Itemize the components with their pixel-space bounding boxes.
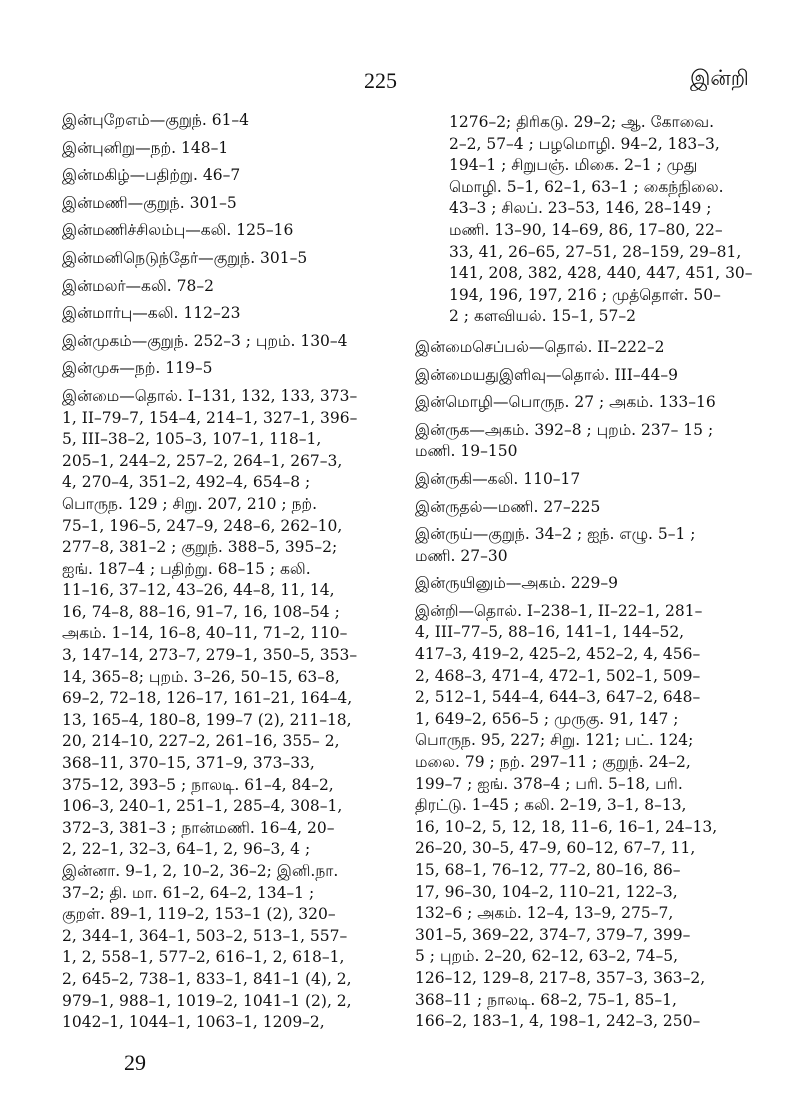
entry-line: 2, 512–1, 544–4, 644–3, 647–2, 648– bbox=[415, 688, 701, 707]
entry-line: 1, 649–2, 656–5 ; முருகு. 91, 147 ; bbox=[415, 709, 679, 728]
entry-line: இன்மொழி—பொருந. 27 ; அகம். 133–16 bbox=[415, 393, 716, 412]
index-entry bbox=[415, 524, 733, 567]
entry-line: இன்மகிழ்—பதிற்று. 46–7 bbox=[62, 166, 241, 185]
index-entry bbox=[62, 220, 378, 242]
entry-line: 368–11 ; நாலடி. 68–2, 75–1, 85–1, bbox=[415, 990, 677, 1009]
index-entry bbox=[62, 358, 378, 380]
entry-line: 126–12, 129–8, 217–8, 357–3, 363–2, bbox=[415, 968, 706, 987]
index-entry bbox=[62, 303, 378, 325]
index-entry bbox=[62, 193, 378, 215]
entry-line: இன்மணி—குறுந். 301–5 bbox=[62, 193, 237, 212]
index-entry bbox=[415, 365, 733, 387]
entry-line: 372–3, 381–3 ; நான்மணி. 16–4, 20– bbox=[62, 818, 335, 837]
entry-line: 11–16, 37–12, 43–26, 44–8, 11, 14, bbox=[62, 581, 335, 600]
entry-line: இன்மைசெப்பல்—தொல். II–222–2 bbox=[415, 337, 665, 356]
left-column bbox=[62, 110, 378, 1040]
signature-mark: 29 bbox=[124, 1050, 146, 1075]
index-entry bbox=[62, 248, 378, 270]
index-entry bbox=[62, 276, 378, 298]
entry-line: இன்னா. 9–1, 2, 10–2, 36–2; இனி.நா. bbox=[62, 862, 339, 880]
entry-line: 141, 208, 382, 428, 440, 447, 451, 30– bbox=[449, 264, 753, 283]
entry-line: இன்முகம்—குறுந். 252–3 ; புறம். 130–4 bbox=[62, 331, 348, 350]
entry-line: இன்முசு—நற். 119–5 bbox=[62, 359, 213, 378]
entry-line: 17, 96–30, 104–2, 110–21, 122–3, bbox=[415, 882, 678, 901]
entry-line: 15, 68–1, 76–12, 77–2, 80–16, 86– bbox=[415, 861, 681, 879]
entry-line: 205–1, 244–2, 257–2, 264–1, 267–3, bbox=[62, 451, 343, 470]
entry-line: 199–7 ; ஐங். 378–4 ; பரி. 5–18, பரி. bbox=[415, 774, 683, 793]
entry-line: 2 ; களவியல். 15–1, 57–2 bbox=[449, 307, 637, 326]
entry-line: 4, III–77–5, 88–16, 141–1, 144–52, bbox=[415, 623, 685, 642]
entry-line: திரட்டு. 1–45 ; கலி. 2–19, 3–1, 8–13, bbox=[415, 796, 687, 815]
entry-line: மொழி. 5–1, 62–1, 63–1 ; கைந்நிலை. bbox=[449, 177, 724, 196]
entry-line: 26–20, 30–5, 47–9, 60–12, 67–7, 11, bbox=[415, 839, 696, 858]
entry-line: 4, 270–4, 351–2, 492–4, 654–8 ; bbox=[62, 473, 311, 492]
entry-line: 194, 196, 197, 216 ; முத்தொள். 50– bbox=[449, 285, 721, 304]
entry-line: 20, 214–10, 227–2, 261–16, 355– 2, bbox=[62, 732, 340, 751]
entry-line: மலை. 79 ; நற். 297–11 ; குறுந். 24–2, bbox=[415, 753, 691, 772]
entry-line: 37–2; தி. மா. 61–2, 64–2, 134–1 ; bbox=[62, 883, 315, 902]
entry-line: மணி. 19–150 bbox=[415, 442, 518, 461]
entry-line: 2, 344–1, 364–1, 503–2, 513–1, 557– bbox=[62, 926, 348, 945]
right-column-entries bbox=[415, 337, 733, 1033]
entry-line: இன்மை—தொல். I–131, 132, 133, 373– bbox=[62, 386, 358, 405]
entry-line: 3, 147–14, 273–7, 279–1, 350–5, 353– bbox=[62, 646, 358, 665]
entry-line: 14, 365–8; புறம். 3–26, 50–15, 63–8, bbox=[62, 667, 340, 686]
entry-line: 16, 74–8, 88–16, 91–7, 16, 108–54 ; bbox=[62, 602, 340, 621]
entry-line: 132–6 ; அகம். 12–4, 13–9, 275–7, bbox=[415, 904, 674, 923]
entry-line: 194–1 ; சிறுபஞ். மிகை. 2–1 ; முது bbox=[449, 156, 698, 175]
index-entry bbox=[62, 331, 378, 353]
entry-line: 2, 468–3, 471–4, 472–1, 502–1, 509– bbox=[415, 666, 701, 685]
entry-line: பொருந. 129 ; சிறு. 207, 210 ; நற். bbox=[62, 494, 317, 513]
index-entry bbox=[62, 165, 378, 187]
entry-line: 1, 2, 558–1, 577–2, 616–1, 2, 618–1, bbox=[62, 948, 345, 967]
entry-line: 75–1, 196–5, 247–9, 248–6, 262–10, bbox=[62, 516, 343, 535]
running-head: இன்றி bbox=[690, 66, 749, 90]
entry-line: பொருந. 95, 227; சிறு. 121; பட். 124; bbox=[415, 731, 694, 750]
entry-line: இன்மலர்—கலி. 78–2 bbox=[62, 276, 214, 295]
index-entry bbox=[415, 392, 733, 414]
entry-line: 106–3, 240–1, 251–1, 285–4, 308–1, bbox=[62, 797, 343, 816]
index-entry bbox=[415, 420, 733, 463]
entry-line: 69–2, 72–18, 126–17, 161–21, 164–4, bbox=[62, 689, 353, 708]
entry-line: இன்மனிநெடுந்தேர்—குறுந். 301–5 bbox=[62, 248, 308, 267]
index-entry bbox=[62, 138, 378, 160]
entry-line: இன்ருய்—குறுந். 34–2 ; ஐந். எழு. 5–1 ; bbox=[415, 525, 696, 544]
entry-line: 16, 10–2, 5, 12, 18, 11–6, 16–1, 24–13, bbox=[415, 817, 718, 836]
entry-line: 13, 165–4, 180–8, 199–7 (2), 211–18, bbox=[62, 710, 352, 729]
entry-line: இன்மார்பு—கலி. 112–23 bbox=[62, 304, 241, 323]
entry-line: இன்புறேஎம்—குறுந். 61–4 bbox=[62, 111, 250, 129]
index-entry bbox=[62, 386, 378, 1034]
entry-line: 979–1, 988–1, 1019–2, 1041–1 (2), 2, bbox=[62, 991, 352, 1010]
index-entry bbox=[415, 573, 733, 595]
entry-line: 301–5, 369–22, 374–7, 379–7, 399– bbox=[415, 925, 691, 944]
entry-line: 417–3, 419–2, 425–2, 452–2, 4, 456– bbox=[415, 645, 701, 664]
entry-line: 166–2, 183–1, 4, 198–1, 242–3, 250– bbox=[415, 1012, 701, 1031]
entry-line: 277–8, 381–2 ; குறுந். 388–5, 395–2; bbox=[62, 538, 338, 557]
entry-line: 43–3 ; சிலப். 23–53, 146, 28–149 ; bbox=[449, 199, 712, 218]
entry-line: ஐங். 187–4 ; பதிற்று. 68–15 ; கலி. bbox=[62, 559, 311, 578]
entry-line: 2–2, 57–4 ; பழமொழி. 94–2, 183–3, bbox=[449, 134, 720, 153]
entry-line: 5 ; புறம். 2–20, 62–12, 63–2, 74–5, bbox=[415, 947, 679, 966]
entry-line: மணி. 13–90, 14–69, 86, 17–80, 22– bbox=[449, 220, 723, 239]
continued-entry bbox=[415, 112, 753, 328]
index-entry bbox=[415, 337, 733, 359]
entry-line: இன்ருகி—கலி. 110–17 bbox=[415, 469, 581, 488]
entry-line: இன்மையதுஇளிவு—தொல். III–44–9 bbox=[415, 365, 678, 384]
entry-line: இன்ருக—அகம். 392–8 ; புறம். 237– 15 ; bbox=[415, 420, 714, 439]
right-column bbox=[415, 112, 753, 1039]
entry-line: 1042–1, 1044–1, 1063–1, 1209–2, bbox=[62, 1013, 325, 1032]
index-entry bbox=[415, 469, 733, 491]
index-entry bbox=[415, 497, 733, 519]
entry-line: 1276–2; திரிகடு. 29–2; ஆ. கோவை. bbox=[449, 113, 715, 131]
entry-line: 1, II–79–7, 154–4, 214–1, 327–1, 396– bbox=[62, 408, 358, 427]
entry-line: 33, 41, 26–65, 27–51, 28–159, 29–81, bbox=[449, 242, 742, 261]
entry-line: இன்ருதல்—மணி. 27–225 bbox=[415, 497, 601, 516]
page-number: 225 bbox=[364, 68, 397, 93]
entry-line: இன்ருயினும்—அகம். 229–9 bbox=[415, 574, 618, 593]
index-entry bbox=[415, 601, 733, 1033]
entry-line: 2, 22–1, 32–3, 64–1, 2, 96–3, 4 ; bbox=[62, 840, 311, 859]
entry-line: இன்றி—தொல். I–238–1, II–22–1, 281– bbox=[415, 601, 703, 620]
entry-line: குறள். 89–1, 119–2, 153–1 (2), 320– bbox=[62, 905, 336, 924]
entry-line: 368–11, 370–15, 371–9, 373–33, bbox=[62, 754, 315, 773]
index-entry bbox=[62, 110, 378, 132]
entry-line: 5, III–38–2, 105–3, 107–1, 118–1, bbox=[62, 430, 322, 449]
entry-line: இன்புனிறு—நற். 148–1 bbox=[62, 138, 229, 157]
entry-line: 2, 645–2, 738–1, 833–1, 841–1 (4), 2, bbox=[62, 969, 352, 988]
entry-line: இன்மணிச்சிலம்பு—கலி. 125–16 bbox=[62, 221, 294, 240]
entry-line: மணி. 27–30 bbox=[415, 546, 508, 565]
entry-line: 375–12, 393–5 ; நாலடி. 61–4, 84–2, bbox=[62, 775, 334, 794]
entry-line: அகம். 1–14, 16–8, 40–11, 71–2, 110– bbox=[62, 624, 348, 643]
